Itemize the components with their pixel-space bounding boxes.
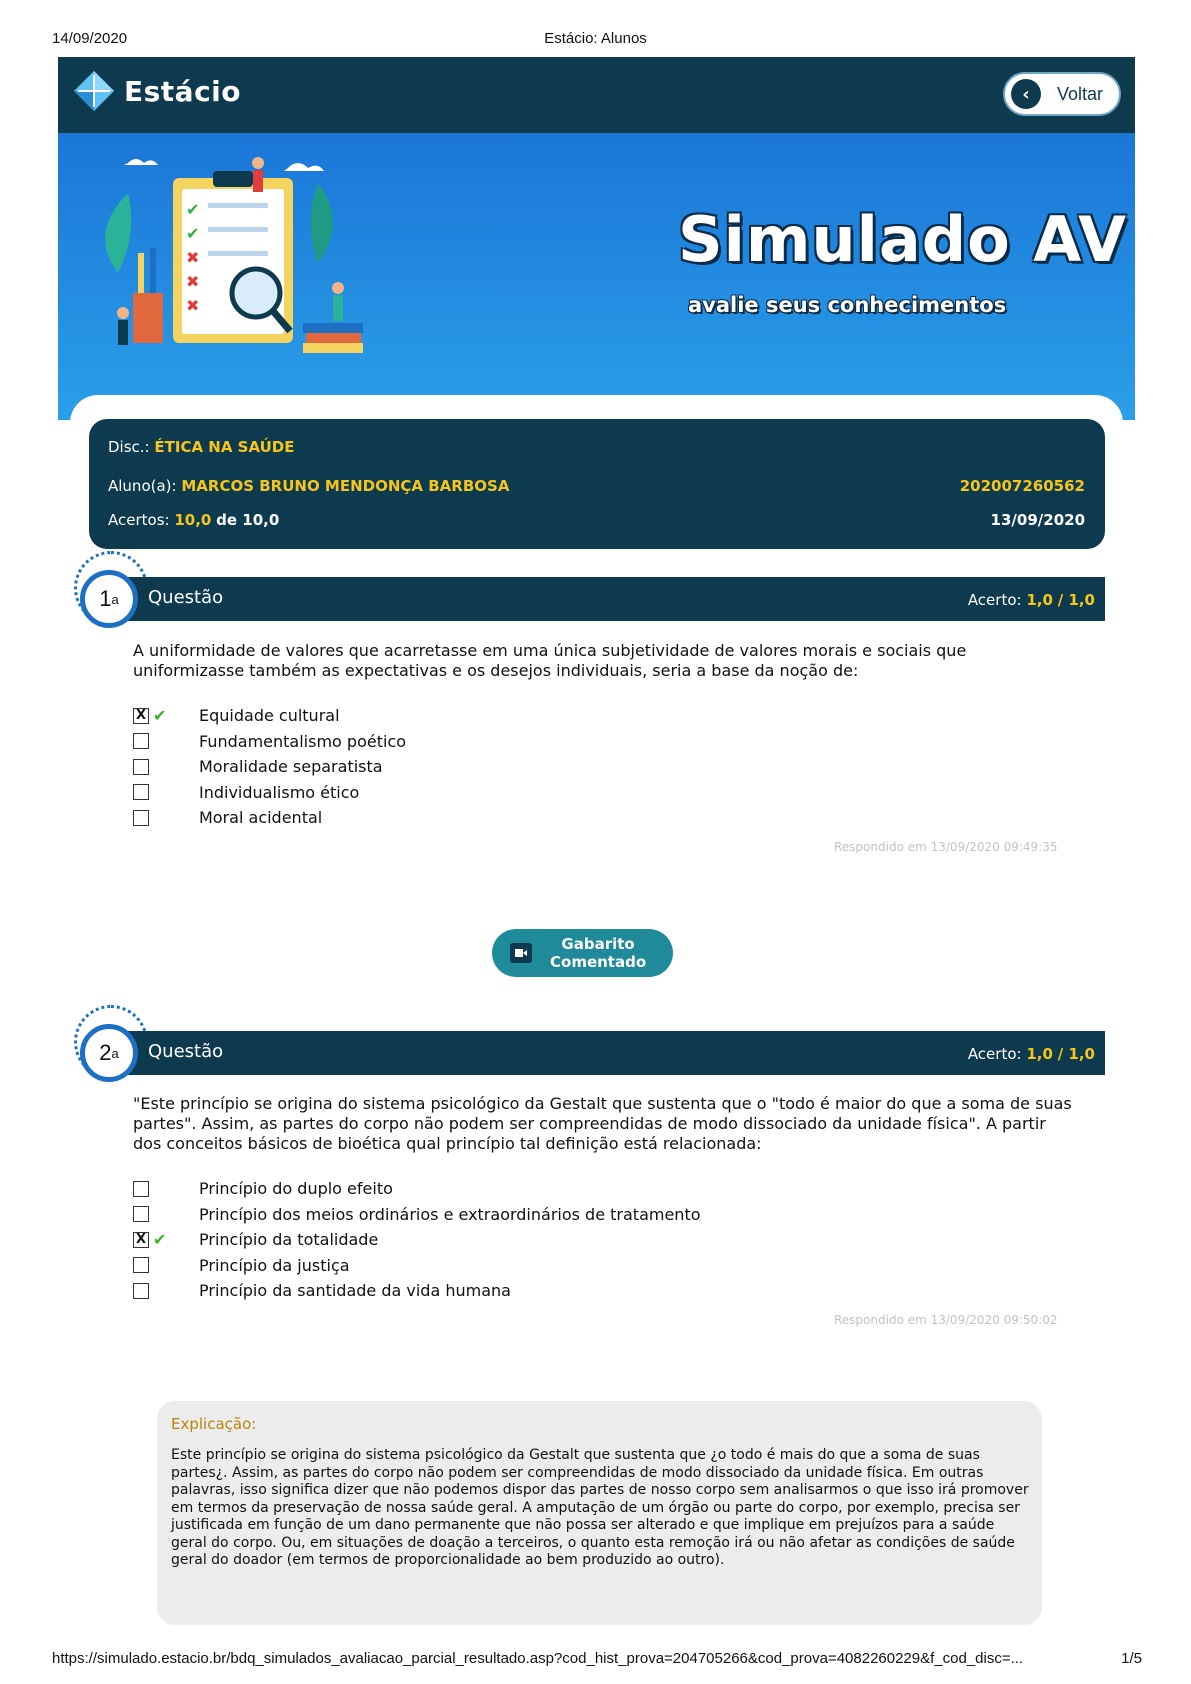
- print-date: 14/09/2020: [52, 30, 128, 47]
- hits-total: de 10,0: [216, 511, 280, 529]
- print-url: https://simulado.estacio.br/bdq_simulados_avaliacao_parcial_resultado.asp?cod_hist_prova=204705266&cod_prova=4082260229&f_cod_disc=...: [52, 1650, 1024, 1667]
- option-label: Princípio do duplo efeito: [199, 1179, 393, 1199]
- student-info-card: [89, 419, 1105, 549]
- option[interactable]: [133, 805, 406, 831]
- option[interactable]: [133, 1202, 701, 1228]
- back-button[interactable]: [1003, 72, 1121, 116]
- question-2-text: "Este princípio se origina do sistema psicológico da Gestalt que sustenta que o "todo é maior do que a soma de suas partes". Assim, as partes do corpo não podem ser compreendidas de modo dissociado da unidade física". A partir dos conceitos básicos de bioética qual princípio tal definição está relacionada:: [133, 1094, 1072, 1153]
- svg-text:✖: ✖: [186, 296, 200, 315]
- chevron-left-icon: ‹: [1011, 79, 1041, 109]
- gabarito-comentado-button[interactable]: [492, 929, 673, 977]
- print-title: Estácio: Alunos: [544, 30, 647, 47]
- correct-check-icon: ✔: [153, 1230, 167, 1250]
- option-label: Princípio da totalidade: [199, 1230, 379, 1250]
- option-label: Princípio dos meios ordinários e extraordinários de tratamento: [199, 1204, 701, 1224]
- hits-label: Acertos:: [108, 511, 170, 529]
- student-name: MARCOS BRUNO MENDONÇA BARBOSA: [181, 477, 510, 495]
- checkbox[interactable]: [133, 1283, 149, 1299]
- option-label: Moralidade separatista: [199, 757, 383, 777]
- student-row: [108, 477, 509, 495]
- question-number: 2: [99, 1040, 112, 1065]
- option[interactable]: [133, 1227, 701, 1253]
- hits-row: [108, 511, 279, 529]
- explanation-body: Este princípio se origina do sistema psicológico da Gestalt que sustenta que ¿o todo é mais do que a soma de suas partes¿. Assim, as partes do corpo não podem ser compreendidas de modo dissociado da unidade física. Em outras palavras, isso significa dizer que não podemos dispor das partes de nosso corpo sem analisarmos o que isso irá promover em termos da preservação de nossa saúde geral. A amputação de um órgão ou parte do corpo, por exemplo, precisa ser justificada em função de um dano permanente que não possa ser alterado e que implique em prejuízos para a saúde geral do corpo. Ou, em situações de doação a terceiros, o quanto esta remoção irá ou não afetar as condições de saúde geral do doador (em termos de proporcionalidade ao bem produzido ao outro).: [171, 1447, 1029, 1568]
- option-label: Moral acidental: [199, 808, 323, 828]
- checkbox[interactable]: [133, 1206, 149, 1222]
- discipline-label: Disc.:: [108, 438, 150, 456]
- brand-logo[interactable]: [72, 69, 241, 113]
- checkbox[interactable]: [133, 1257, 149, 1273]
- student-id: 202007260562: [959, 477, 1085, 495]
- discipline-value: ÉTICA NA SAÚDE: [154, 438, 295, 456]
- banner-divider: [70, 395, 1123, 420]
- question-number: 1: [99, 586, 112, 611]
- explanation-box: [157, 1401, 1042, 1625]
- back-label: Voltar: [1057, 83, 1104, 104]
- question-1-header: [118, 577, 1105, 621]
- checkbox[interactable]: [133, 1181, 149, 1197]
- gabarito-line1: Gabarito: [561, 935, 635, 953]
- score-label: Acerto:: [967, 591, 1022, 609]
- score-max: / 1,0: [1057, 1045, 1095, 1063]
- svg-text:✔: ✔: [186, 200, 200, 219]
- option-label: Princípio da justiça: [199, 1255, 350, 1275]
- print-page-number: 1/5: [1121, 1650, 1142, 1667]
- option-label: Princípio da santidade da vida humana: [199, 1281, 511, 1301]
- brand-name: Estácio: [124, 74, 242, 108]
- question-ordinal: a: [111, 1045, 119, 1061]
- option[interactable]: [133, 754, 406, 780]
- question-1-options: [133, 703, 406, 831]
- banner-subtitle: avalie seus conhecimentos: [688, 293, 1007, 317]
- checkbox[interactable]: [133, 733, 149, 749]
- option[interactable]: [133, 780, 406, 806]
- exam-date: 13/09/2020: [990, 511, 1085, 529]
- question-label: Questão: [148, 1041, 224, 1062]
- question-score: [968, 1045, 1095, 1063]
- top-bar: [58, 57, 1135, 133]
- answered-timestamp: Respondido em 13/09/2020 09:49:35: [834, 840, 1058, 854]
- option-label: Individualismo ético: [199, 782, 360, 802]
- video-icon: [510, 943, 532, 963]
- question-1-text: A uniformidade de valores que acarretasse em uma única subjetividade de valores morais e sociais que uniformizasse também as expectativas e os desejos individuais, seria a base da noção de:: [133, 641, 967, 680]
- option-label: Equidade cultural: [199, 706, 340, 726]
- option[interactable]: [133, 1253, 701, 1279]
- hits-value: 10,0: [174, 511, 212, 529]
- discipline-row: [108, 438, 295, 456]
- option[interactable]: [133, 729, 406, 755]
- banner-title: Simulado AV: [678, 203, 1128, 276]
- question-2-header: [118, 1031, 1105, 1075]
- question-score: [968, 591, 1095, 609]
- score-label: Acerto:: [967, 1045, 1022, 1063]
- svg-text:✖: ✖: [186, 272, 200, 291]
- checkbox[interactable]: [133, 759, 149, 775]
- gabarito-label: [550, 935, 646, 971]
- gabarito-line2: Comentado: [550, 953, 647, 971]
- question-label: Questão: [148, 587, 224, 608]
- estacio-logo-icon: [72, 69, 116, 113]
- checkbox[interactable]: [133, 784, 149, 800]
- checkbox[interactable]: X: [133, 708, 149, 724]
- question-2-badge: [80, 1024, 138, 1082]
- checklist-illustration: [78, 153, 378, 383]
- answered-timestamp: Respondido em 13/09/2020 09:50:02: [834, 1313, 1058, 1327]
- question-ordinal: a: [111, 591, 119, 607]
- option-label: Fundamentalismo poético: [199, 731, 406, 751]
- option[interactable]: [133, 703, 406, 729]
- score-max: / 1,0: [1057, 591, 1095, 609]
- score-value: 1,0: [1026, 1045, 1053, 1063]
- checkbox[interactable]: X: [133, 1232, 149, 1248]
- option[interactable]: [133, 1176, 701, 1202]
- question-1-badge: [80, 570, 138, 628]
- checkbox[interactable]: [133, 810, 149, 826]
- option[interactable]: [133, 1278, 701, 1304]
- hero-banner: [58, 133, 1135, 420]
- correct-check-icon: ✔: [153, 706, 167, 726]
- svg-text:✔: ✔: [186, 224, 200, 243]
- student-label: Aluno(a):: [108, 477, 177, 495]
- score-value: 1,0: [1026, 591, 1053, 609]
- question-2-options: [133, 1176, 701, 1304]
- svg-text:✖: ✖: [186, 248, 200, 267]
- explanation-title: Explicação:: [171, 1415, 257, 1433]
